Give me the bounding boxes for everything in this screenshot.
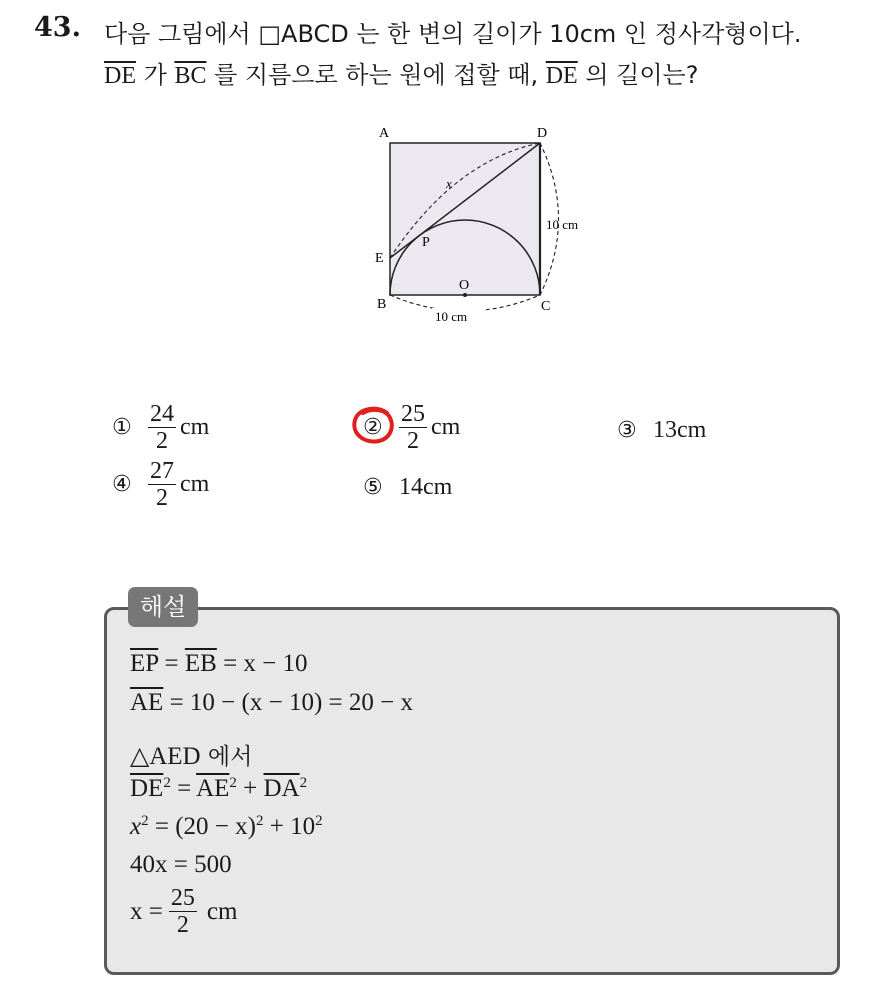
center-o-dot bbox=[463, 293, 467, 297]
text-fragment: 가 bbox=[136, 61, 175, 89]
solution-line-2: $\overline{AE} = 10 - (x - 10) = 20 - x$ bbox=[130, 689, 413, 716]
label-a: A bbox=[379, 126, 390, 141]
segment-de: $\overline{DE}$ bbox=[104, 63, 136, 89]
solution-tag: 해설 bbox=[128, 587, 198, 627]
fraction: $\frac{24}{2}$ bbox=[150, 401, 174, 454]
label-10cm-bottom: 10 cm bbox=[435, 309, 468, 324]
solution-line-3: △AED 에서 bbox=[130, 743, 253, 770]
choice-number: ③ bbox=[617, 418, 637, 443]
solution-line-6: 40x = 500 bbox=[130, 851, 232, 878]
solution-line-5: $x^2 = (20 - x)^2 + 10^2$ bbox=[130, 813, 323, 840]
label-x: x bbox=[446, 176, 452, 191]
text-fragment: 의 길이는? bbox=[577, 61, 699, 89]
choice-text: 13cm bbox=[653, 417, 707, 443]
label-b: B bbox=[377, 297, 387, 312]
segment-de: $\overline{DE}$ bbox=[545, 63, 578, 89]
fraction: $\frac{25}{2}$ bbox=[401, 401, 425, 454]
choice-4[interactable] bbox=[112, 458, 209, 511]
solution-line-1: $\overline{EP} = \overline{EB} = x - 10$ bbox=[130, 650, 308, 677]
label-c: C bbox=[541, 299, 551, 314]
choice-number: ⑤ bbox=[363, 475, 383, 500]
question-text-line2 bbox=[104, 55, 698, 90]
fraction: $\frac{25}{2}$ bbox=[170, 885, 195, 938]
unit: cm bbox=[180, 471, 210, 497]
question-text-line1: 다음 그림에서 □ABCD 는 한 변의 길이가 10cm 인 정사각형이다. bbox=[104, 20, 802, 48]
unit: cm bbox=[180, 414, 210, 440]
solution-line-7: x = $\frac{25}{2}$ cm bbox=[130, 885, 238, 938]
choice-number: ② bbox=[363, 415, 383, 440]
label-e: E bbox=[375, 251, 384, 266]
label-10cm-right: 10 cm bbox=[546, 217, 579, 232]
question-number: 43. bbox=[34, 12, 81, 43]
choice-1[interactable] bbox=[112, 401, 209, 454]
choice-5[interactable] bbox=[363, 474, 452, 501]
choice-text: 14cm bbox=[399, 474, 453, 500]
unit: cm bbox=[431, 414, 461, 440]
label-d: D bbox=[537, 126, 548, 141]
label-p: P bbox=[422, 235, 430, 250]
fraction: $\frac{27}{2}$ bbox=[150, 458, 174, 511]
label-o: O bbox=[459, 278, 470, 293]
choice-2[interactable] bbox=[363, 401, 460, 454]
segment-bc: $\overline{BC}$ bbox=[174, 63, 207, 89]
solution-line-4: $\overline{DE}^2 = \overline{AE}^2 + \overline{DA}^2$ bbox=[130, 775, 308, 802]
text-fragment: 를 지름으로 하는 원에 접할 때, bbox=[206, 61, 546, 89]
geometry-figure bbox=[355, 115, 595, 330]
choice-number: ④ bbox=[112, 472, 132, 497]
choice-number: ① bbox=[112, 415, 132, 440]
square-abcd bbox=[390, 143, 540, 295]
choice-3[interactable] bbox=[617, 417, 706, 444]
